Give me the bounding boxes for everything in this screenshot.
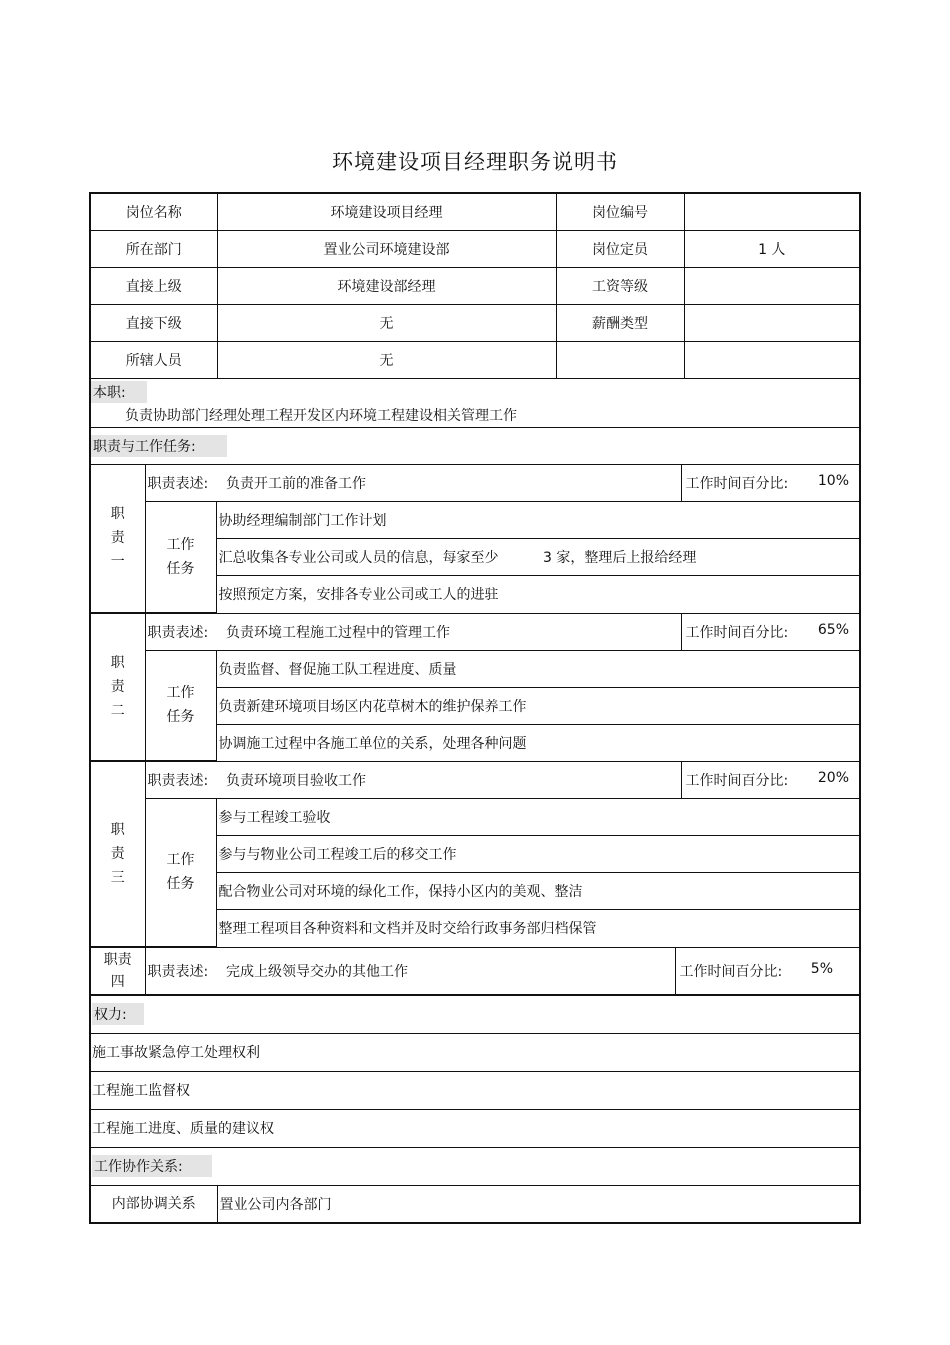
duty-description: 职责表述: 负责开工前的准备工作 — [145, 465, 681, 502]
task-label: 工作 任务 — [145, 502, 216, 613]
table-row — [91, 1186, 859, 1222]
duty-block-3 — [89, 762, 861, 948]
info-value — [684, 194, 859, 231]
basic-info-table — [91, 194, 859, 378]
duty-description: 职责表述: 负责环境工程施工过程中的管理工作 — [145, 614, 681, 651]
basic-info-block — [89, 192, 861, 379]
table-row — [91, 194, 859, 231]
table-row — [91, 762, 859, 799]
cooperation-block — [89, 1148, 861, 1224]
duty-number: 职 责 三 — [91, 762, 145, 946]
table-row — [91, 948, 859, 994]
info-label: 所辖人员 — [91, 342, 217, 379]
page-title: 环境建设项目经理职务说明书 — [332, 150, 618, 174]
duty-percentage: 工作时间百分比: 5% — [675, 948, 859, 994]
power-item: 工程施工进度、质量的建议权 — [92, 1121, 274, 1137]
table-row — [91, 305, 859, 342]
task-label: 工作 任务 — [145, 650, 216, 761]
task-item: 负责监督、督促施工队工程进度、质量 — [216, 650, 859, 687]
task-item: 参与与物业公司工程竣工后的移交工作 — [216, 836, 859, 873]
info-value: 置业公司环境建设部 — [217, 231, 556, 268]
info-value — [684, 305, 859, 342]
info-label: 工资等级 — [556, 268, 684, 305]
task-item: 协调施工过程中各施工单位的关系，处理各种问题 — [216, 724, 859, 761]
duty-table — [91, 762, 859, 947]
duty-block-2 — [89, 614, 861, 763]
internal-relation-label: 内部协调关系 — [91, 1186, 217, 1222]
info-value — [684, 268, 859, 305]
table-row — [91, 614, 859, 651]
task-item: 配合物业公司对环境的绿化工作，保持小区内的美观、整洁 — [216, 873, 859, 910]
info-value: 环境建设部经理 — [217, 268, 556, 305]
info-value — [684, 342, 859, 379]
duty-number: 职责 四 — [91, 948, 145, 994]
cooperation-label: 工作协作关系: — [92, 1155, 212, 1177]
duties-header-block — [89, 428, 861, 465]
info-label: 岗位定员 — [556, 231, 684, 268]
duty-block-4 — [89, 948, 861, 996]
task-item: 负责新建环境项目场区内花草树木的维护保养工作 — [216, 687, 859, 724]
primary-duty-block — [89, 379, 861, 428]
duty-table — [91, 614, 859, 762]
power-item: 工程施工监督权 — [91, 1072, 859, 1110]
info-value: 1 人 — [684, 231, 859, 268]
primary-duty-text: 负责协助部门经理处理工程开发区内环境工程建设相关管理工作 — [125, 408, 517, 424]
task-item: 按照预定方案，安排各专业公司或工人的进驻 — [216, 576, 859, 613]
duty-percentage: 工作时间百分比: 10% — [681, 465, 859, 502]
table-row — [91, 650, 859, 687]
duty-block-1 — [89, 465, 861, 614]
info-value: 无 — [217, 305, 556, 342]
info-label: 岗位编号 — [556, 194, 684, 231]
duty-table — [91, 948, 859, 994]
duty-percentage: 工作时间百分比: 20% — [681, 762, 859, 799]
task-label: 工作 任务 — [145, 799, 216, 947]
power-block — [89, 996, 861, 1148]
power-item: 施工事故紧急停工处理权利 — [91, 1034, 859, 1072]
duty-number: 职 责 一 — [91, 465, 145, 612]
info-label — [556, 342, 684, 379]
duties-header: 职责与工作任务: — [91, 435, 227, 457]
info-label: 所在部门 — [91, 231, 217, 268]
duty-description: 职责表述: 完成上级领导交办的其他工作 — [145, 948, 675, 994]
duty-number: 职 责 二 — [91, 614, 145, 761]
info-value: 无 — [217, 342, 556, 379]
table-row — [91, 268, 859, 305]
duty-table — [91, 465, 859, 613]
info-label: 薪酬类型 — [556, 305, 684, 342]
duty-percentage: 工作时间百分比: 65% — [681, 614, 859, 651]
cooperation-table — [91, 1186, 859, 1222]
table-row — [91, 465, 859, 502]
task-item: 汇总收集各专业公司或人员的信息，每家至少 3 家，整理后上报给经理 — [216, 539, 859, 576]
info-label: 直接上级 — [91, 268, 217, 305]
table-row — [91, 342, 859, 379]
task-item: 整理工程项目各种资料和文档并及时交给行政事务部归档保管 — [216, 910, 859, 947]
primary-duty-label: 本职: — [91, 381, 147, 403]
table-row — [91, 502, 859, 539]
info-label: 直接下级 — [91, 305, 217, 342]
job-description-form — [89, 192, 861, 1224]
task-item: 协助经理编制部门工作计划 — [216, 502, 859, 539]
task-item: 参与工程竣工验收 — [216, 799, 859, 836]
info-label: 岗位名称 — [91, 194, 217, 231]
info-value: 环境建设项目经理 — [217, 194, 556, 231]
table-row — [91, 799, 859, 836]
duty-description: 职责表述: 负责环境项目验收工作 — [145, 762, 681, 799]
power-label: 权力: — [92, 1003, 144, 1025]
internal-relation-value: 置业公司内各部门 — [217, 1186, 859, 1222]
table-row — [91, 231, 859, 268]
